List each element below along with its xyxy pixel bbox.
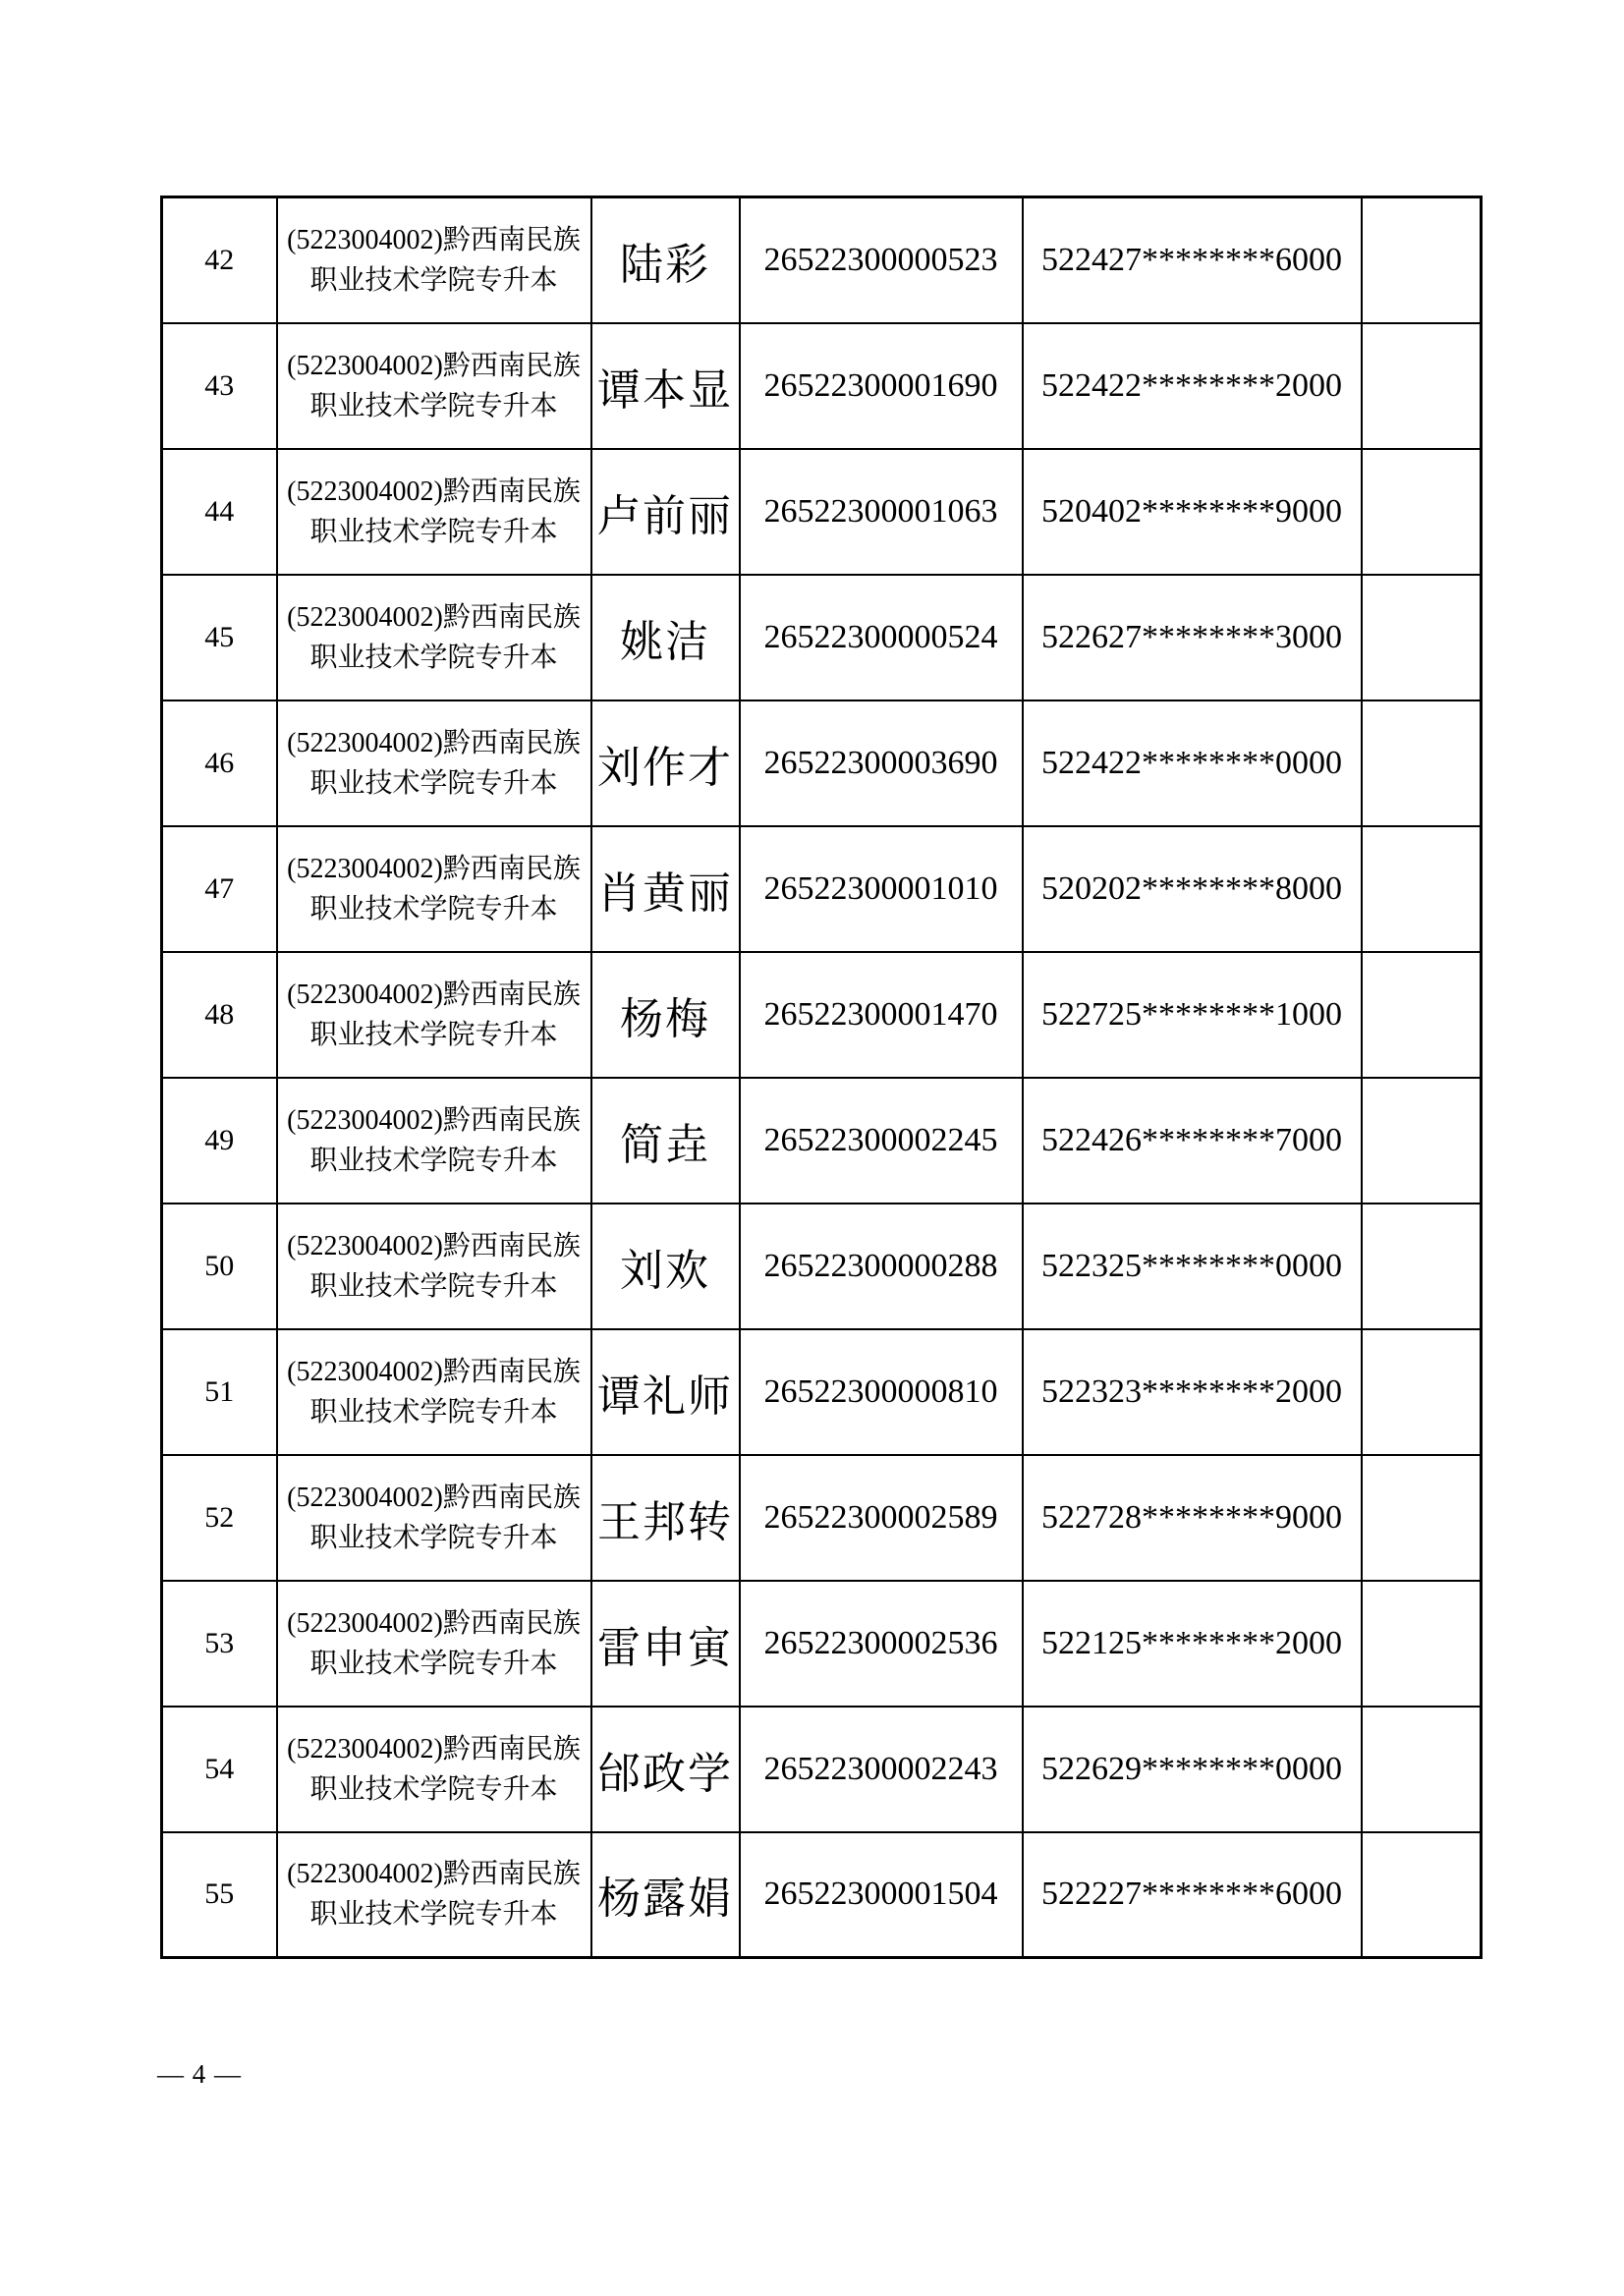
- school-name-line1: (5223004002)黔西南民族: [287, 979, 581, 1010]
- school-cell: [277, 1078, 591, 1204]
- table-row: [162, 1832, 1482, 1958]
- school-cell: [277, 449, 591, 575]
- row-number-cell: 52: [162, 1455, 277, 1581]
- student-name-cell: 邰政学: [591, 1707, 740, 1832]
- table-row: [162, 323, 1482, 449]
- exam-number-cell: 26522300002589: [740, 1455, 1023, 1581]
- school-cell: [277, 1329, 591, 1455]
- table-row: [162, 449, 1482, 575]
- school-name-line1: (5223004002)黔西南民族: [287, 1356, 581, 1387]
- id-number-cell: 522422********2000: [1023, 323, 1362, 449]
- school-name-line2: 职业技术学院专升本: [309, 767, 558, 799]
- table-row: [162, 1455, 1482, 1581]
- empty-cell: [1362, 1832, 1482, 1958]
- school-cell: [277, 826, 591, 952]
- school-name-line1: (5223004002)黔西南民族: [287, 476, 581, 507]
- row-number-cell: 47: [162, 826, 277, 952]
- student-name-cell: 谭礼师: [591, 1329, 740, 1455]
- empty-cell: [1362, 1204, 1482, 1329]
- table-row: [162, 1581, 1482, 1707]
- student-name-cell: 雷申寅: [591, 1581, 740, 1707]
- exam-number-cell: 26522300003690: [740, 700, 1023, 826]
- school-name-line2: 职业技术学院专升本: [309, 1648, 558, 1679]
- row-number-cell: 54: [162, 1707, 277, 1832]
- exam-number-cell: 26522300000288: [740, 1204, 1023, 1329]
- table-row: [162, 575, 1482, 700]
- id-number-cell: 522325********0000: [1023, 1204, 1362, 1329]
- empty-cell: [1362, 826, 1482, 952]
- school-name-line2: 职业技术学院专升本: [309, 1522, 558, 1553]
- school-name-line2: 职业技术学院专升本: [309, 390, 558, 421]
- student-name-cell: 陆彩: [591, 197, 740, 323]
- student-name-cell: 刘作才: [591, 700, 740, 826]
- id-number-cell: 522427********6000: [1023, 197, 1362, 323]
- student-name-cell: 谭本显: [591, 323, 740, 449]
- row-number-cell: 49: [162, 1078, 277, 1204]
- row-number-cell: 42: [162, 197, 277, 323]
- school-cell: [277, 323, 591, 449]
- school-name-line1: (5223004002)黔西南民族: [287, 1733, 581, 1764]
- student-name-cell: 简垚: [591, 1078, 740, 1204]
- id-number-cell: 522426********7000: [1023, 1078, 1362, 1204]
- exam-number-cell: 26522300000810: [740, 1329, 1023, 1455]
- exam-number-cell: 26522300001470: [740, 952, 1023, 1078]
- student-name-cell: 王邦转: [591, 1455, 740, 1581]
- table-row: [162, 197, 1482, 323]
- empty-cell: [1362, 952, 1482, 1078]
- student-name-cell: 姚洁: [591, 575, 740, 700]
- student-name-cell: 刘欢: [591, 1204, 740, 1329]
- school-name-line2: 职业技术学院专升本: [309, 264, 558, 296]
- school-cell: [277, 1832, 591, 1958]
- empty-cell: [1362, 1455, 1482, 1581]
- id-number-cell: 520202********8000: [1023, 826, 1362, 952]
- row-number-cell: 48: [162, 952, 277, 1078]
- exam-number-cell: 26522300002536: [740, 1581, 1023, 1707]
- school-name-line1: (5223004002)黔西南民族: [287, 853, 581, 884]
- row-number-cell: 55: [162, 1832, 277, 1958]
- exam-number-cell: 26522300002243: [740, 1707, 1023, 1832]
- table-row: [162, 1707, 1482, 1832]
- id-number-cell: 522629********0000: [1023, 1707, 1362, 1832]
- school-name-line1: (5223004002)黔西南民族: [287, 350, 581, 381]
- page-number: — 4 —: [157, 2059, 242, 2089]
- exam-number-cell: 26522300002245: [740, 1078, 1023, 1204]
- exam-number-cell: 26522300001690: [740, 323, 1023, 449]
- empty-cell: [1362, 1581, 1482, 1707]
- school-cell: [277, 952, 591, 1078]
- exam-number-cell: 26522300000524: [740, 575, 1023, 700]
- school-name-line2: 职业技术学院专升本: [309, 1145, 558, 1176]
- id-number-cell: 522627********3000: [1023, 575, 1362, 700]
- exam-number-cell: 26522300001504: [740, 1832, 1023, 1958]
- table-row: [162, 1204, 1482, 1329]
- school-name-line1: (5223004002)黔西南民族: [287, 1607, 581, 1639]
- school-cell: [277, 1707, 591, 1832]
- exam-number-cell: 26522300001063: [740, 449, 1023, 575]
- school-name-line1: (5223004002)黔西南民族: [287, 1104, 581, 1136]
- empty-cell: [1362, 700, 1482, 826]
- id-number-cell: 522422********0000: [1023, 700, 1362, 826]
- row-number-cell: 50: [162, 1204, 277, 1329]
- table-row: [162, 826, 1482, 952]
- empty-cell: [1362, 197, 1482, 323]
- id-number-cell: 522728********9000: [1023, 1455, 1362, 1581]
- school-cell: [277, 1204, 591, 1329]
- empty-cell: [1362, 1329, 1482, 1455]
- school-cell: [277, 197, 591, 323]
- school-name-line2: 职业技术学院专升本: [309, 1396, 558, 1428]
- table-row: [162, 952, 1482, 1078]
- id-number-cell: 522323********2000: [1023, 1329, 1362, 1455]
- exam-number-cell: 26522300000523: [740, 197, 1023, 323]
- student-name-cell: 杨露娟: [591, 1832, 740, 1958]
- student-name-cell: 杨梅: [591, 952, 740, 1078]
- row-number-cell: 43: [162, 323, 277, 449]
- row-number-cell: 53: [162, 1581, 277, 1707]
- roster-table: [160, 196, 1483, 1959]
- school-cell: [277, 1581, 591, 1707]
- school-cell: [277, 1455, 591, 1581]
- school-name-line1: (5223004002)黔西南民族: [287, 1482, 581, 1513]
- id-number-cell: 520402********9000: [1023, 449, 1362, 575]
- row-number-cell: 46: [162, 700, 277, 826]
- school-name-line2: 职业技术学院专升本: [309, 642, 558, 673]
- school-name-line1: (5223004002)黔西南民族: [287, 601, 581, 633]
- school-name-line1: (5223004002)黔西南民族: [287, 224, 581, 255]
- empty-cell: [1362, 323, 1482, 449]
- empty-cell: [1362, 1078, 1482, 1204]
- school-name-line2: 职业技术学院专升本: [309, 1773, 558, 1805]
- student-name-cell: 肖黄丽: [591, 826, 740, 952]
- row-number-cell: 44: [162, 449, 277, 575]
- id-number-cell: 522227********6000: [1023, 1832, 1362, 1958]
- row-number-cell: 45: [162, 575, 277, 700]
- school-name-line2: 职业技术学院专升本: [309, 893, 558, 924]
- school-name-line2: 职业技术学院专升本: [309, 1899, 558, 1931]
- school-name-line1: (5223004002)黔西南民族: [287, 1230, 581, 1261]
- student-name-cell: 卢前丽: [591, 449, 740, 575]
- table-row: [162, 1078, 1482, 1204]
- school-cell: [277, 575, 591, 700]
- empty-cell: [1362, 449, 1482, 575]
- school-name-line1: (5223004002)黔西南民族: [287, 727, 581, 758]
- table-row: [162, 1329, 1482, 1455]
- empty-cell: [1362, 1707, 1482, 1832]
- school-name-line2: 职业技术学院专升本: [309, 1019, 558, 1050]
- exam-number-cell: 26522300001010: [740, 826, 1023, 952]
- id-number-cell: 522725********1000: [1023, 952, 1362, 1078]
- roster-body: [162, 197, 1482, 1958]
- id-number-cell: 522125********2000: [1023, 1581, 1362, 1707]
- school-name-line1: (5223004002)黔西南民族: [287, 1859, 581, 1890]
- school-cell: [277, 700, 591, 826]
- row-number-cell: 51: [162, 1329, 277, 1455]
- table-row: [162, 700, 1482, 826]
- school-name-line2: 职业技术学院专升本: [309, 516, 558, 547]
- school-name-line2: 职业技术学院专升本: [309, 1270, 558, 1302]
- empty-cell: [1362, 575, 1482, 700]
